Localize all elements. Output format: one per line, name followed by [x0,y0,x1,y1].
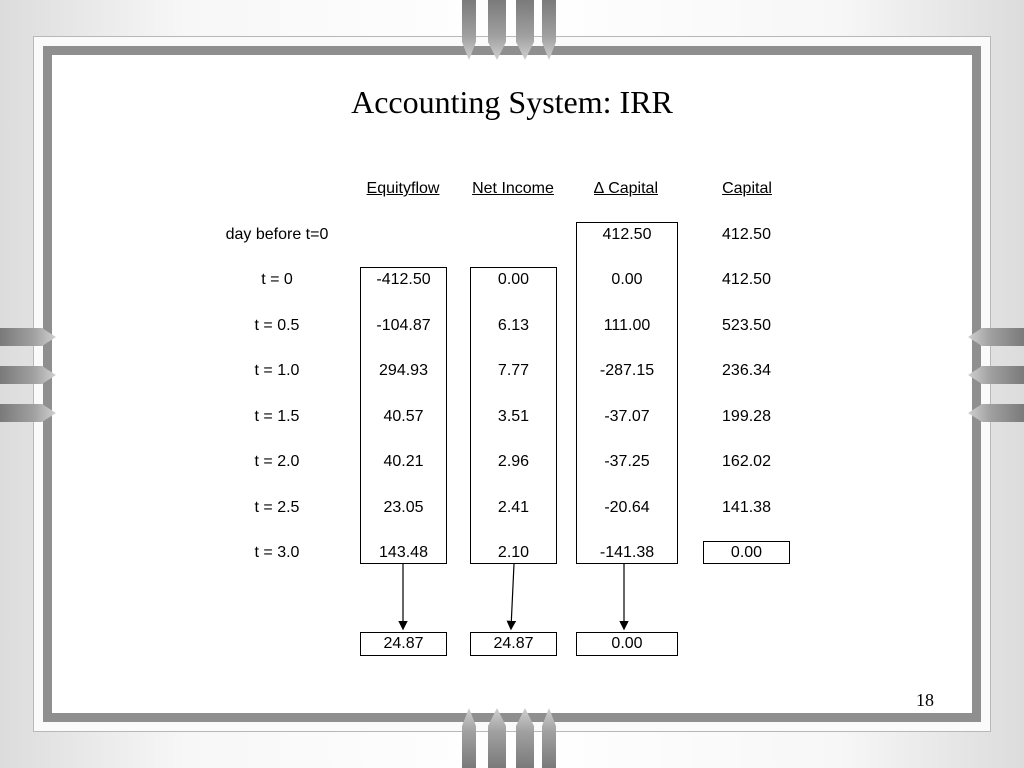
equityflow-cell: 40.21 [383,453,424,470]
header-delta-capital: ∆ Capital [593,180,659,197]
equityflow-total: 24.87 [360,632,447,656]
net-income-cell: 7.77 [497,362,530,379]
equityflow-cell: 143.48 [379,544,428,561]
capital-day-before: 412.50 [722,226,771,243]
net-income-cell: 6.13 [497,317,530,334]
capital-cell: 141.38 [722,499,771,516]
capital-cell: 162.02 [722,453,771,470]
net-income-cell: 2.41 [497,499,530,516]
equityflow-cell: 23.05 [383,499,424,516]
delta-capital-day-before: 412.50 [602,226,652,243]
net-income-cell: 2.10 [497,544,530,561]
capital-cell: 523.50 [722,317,771,334]
equityflow-cell: 40.57 [383,408,424,425]
net-income-cell: 2.96 [497,453,530,470]
delta-capital-cell: -37.25 [604,453,650,470]
header-equityflow: Equityflow [366,180,440,197]
page-number: 18 [916,690,934,710]
slide-title: Accounting System: IRR [351,84,673,120]
row-label: t = 1.5 [254,408,300,425]
row-label: t = 0.5 [254,317,300,334]
delta-capital-cell: -141.38 [599,544,655,561]
row-label: t = 1.0 [254,362,300,379]
equityflow-cell: -104.87 [376,317,431,334]
delta-capital-cell: -37.07 [604,408,650,425]
delta-capital-cell: -287.15 [599,362,655,379]
equityflow-cell: -412.50 [376,271,431,288]
capital-cell: 0.00 [730,544,763,561]
equityflow-cell: 294.93 [379,362,428,379]
header-capital: Capital [722,180,772,197]
net-income-cell: 0.00 [497,271,530,288]
row-label: t = 0 [261,271,293,288]
capital-cell: 236.34 [722,362,771,379]
net-income-sum-arrow [511,564,514,628]
delta-capital-cell: -20.64 [604,499,650,516]
net-income-total: 24.87 [470,632,557,656]
capital-cell: 412.50 [722,271,771,288]
header-net-income: Net Income [472,180,554,197]
delta-capital-total: 0.00 [576,632,678,656]
row-label: t = 3.0 [254,544,300,561]
delta-capital-cell: 111.00 [603,317,651,334]
row-label: day before t=0 [225,226,329,243]
net-income-cell: 3.51 [497,408,530,425]
delta-capital-cell: 0.00 [611,271,643,288]
capital-cell: 199.28 [722,408,771,425]
row-label: t = 2.5 [254,499,300,516]
row-label: t = 2.0 [254,453,300,470]
